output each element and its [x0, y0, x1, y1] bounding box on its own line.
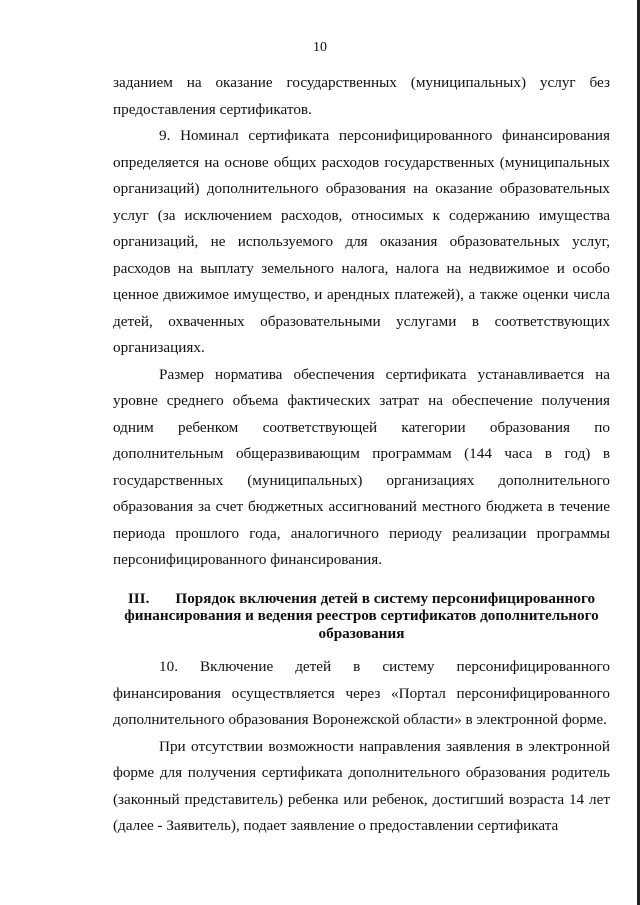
paragraph-norm-size: Размер норматива обеспечения сертификата устанавливается на уровне среднего объема фактических затрат на обеспечение получения одним ребенком соответствующей категории образования по дополнительным общеразвивающим программам (144 часа в год) в государственных (муниципальных) организациях дополнительного образования за счет бюджетных ассигнований местного бюджета в течение периода прошлого года, аналогичного периоду реализации программы персонифицированного финансирования.: [113, 365, 610, 568]
section-number: III.: [127, 589, 150, 607]
document-body: [113, 70, 610, 840]
page-number: 10: [313, 40, 327, 55]
paragraph-item-10: 10. Включение детей в систему персонифицированного финансирования осуществляется через «Портал персонифицированного дополнительного образования Воронежской области» в электронной форме.: [113, 658, 610, 728]
paragraph-item-9: 9. Номинал сертификата персонифицированного финансирования определяется на основе общих расходов государственных (муниципальных организаций) дополнительного образования на оказание образовательных услуг (за исключением расходов, относимых к содержанию имущества организаций, не используемого для оказания образовательных услуг, расходов на выплату земельного налога, налога на недвижимое и особо ценное движимое имущество, и арендных платежей), а также оценки числа детей, охваченных образовательными услугами в соответствующих организациях.: [113, 127, 610, 356]
section-title: Порядок включения детей в систему персонифицированного финансирования и ведения реестров сертификатов дополнительного образования: [124, 589, 599, 642]
paragraph-continuation: заданием на оказание государственных (муниципальных) услуг без предоставления сертификатов.: [113, 74, 610, 118]
section-heading: [113, 590, 610, 643]
paragraph-application: При отсутствии возможности направления заявления в электронной форме для получения сертификата дополнительного образования родитель (законный представитель) ребенка или ребенок, достигший возраста 14 лет (далее - Заявитель), подает заявление о предоставлении сертификата: [113, 737, 610, 834]
